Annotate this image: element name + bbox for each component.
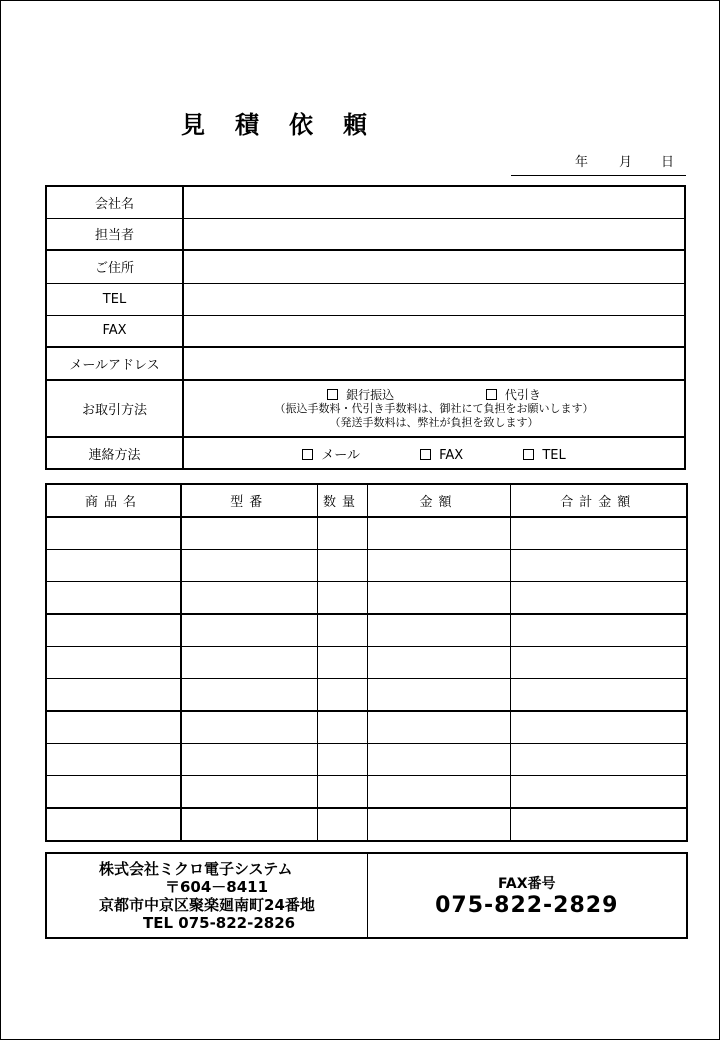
fax-label: FAX番号 xyxy=(497,876,556,892)
date-line xyxy=(511,151,686,176)
date-year: 年 xyxy=(575,155,589,170)
header-amount: 金額 xyxy=(367,484,510,517)
header-model: 型番 xyxy=(181,484,317,517)
cell[interactable] xyxy=(46,550,181,582)
fax-block xyxy=(367,853,687,938)
title-char: 見 xyxy=(181,111,205,139)
cell[interactable] xyxy=(46,582,181,615)
cell[interactable] xyxy=(367,808,510,841)
cell[interactable] xyxy=(181,711,317,744)
table-row xyxy=(46,808,687,841)
field-payment xyxy=(183,380,685,437)
company-tel: TEL 075-822-2826 xyxy=(143,913,296,932)
cell[interactable] xyxy=(367,679,510,712)
cell[interactable] xyxy=(181,647,317,679)
field-fax[interactable] xyxy=(183,315,685,347)
contact-tel-option[interactable] xyxy=(523,448,565,463)
cell[interactable] xyxy=(46,647,181,679)
cell[interactable] xyxy=(317,647,367,679)
company-block xyxy=(46,853,367,938)
cell[interactable] xyxy=(46,744,181,776)
cell[interactable] xyxy=(510,711,687,744)
table-row xyxy=(46,679,687,712)
cell[interactable] xyxy=(181,776,317,809)
cell[interactable] xyxy=(510,614,687,647)
table-row xyxy=(46,711,687,744)
cell[interactable] xyxy=(317,776,367,809)
cell[interactable] xyxy=(181,582,317,615)
cell[interactable] xyxy=(181,808,317,841)
cell[interactable] xyxy=(46,517,181,550)
cell[interactable] xyxy=(510,679,687,712)
field-tel[interactable] xyxy=(183,283,685,315)
cell[interactable] xyxy=(510,582,687,615)
customer-info-table xyxy=(45,185,686,470)
label-company: 会社名 xyxy=(46,186,183,218)
cell[interactable] xyxy=(46,776,181,809)
label-tel: TEL xyxy=(46,283,183,315)
cell[interactable] xyxy=(181,550,317,582)
payment-note-2: （発送手数料は、弊社が負担を致します） xyxy=(329,415,539,429)
company-postal: 〒604－8411 xyxy=(165,877,269,896)
contact-fax-label: FAX xyxy=(439,447,464,463)
label-contact: 連絡方法 xyxy=(46,437,183,469)
field-address[interactable] xyxy=(183,250,685,283)
company-name: 株式会社ミクロ電子システム xyxy=(99,859,293,878)
checkbox-icon[interactable] xyxy=(327,389,338,400)
checkbox-icon[interactable] xyxy=(523,449,534,460)
fax-number: 075-822-2829 xyxy=(435,893,619,918)
checkbox-icon[interactable] xyxy=(302,449,313,460)
header-product: 商品名 xyxy=(46,484,181,517)
table-row xyxy=(46,517,687,550)
cell[interactable] xyxy=(46,679,181,712)
cell[interactable] xyxy=(510,744,687,776)
cell[interactable] xyxy=(317,582,367,615)
field-email[interactable] xyxy=(183,347,685,380)
header-quantity: 数量 xyxy=(317,484,367,517)
payment-cod-option[interactable] xyxy=(486,388,541,402)
cell[interactable] xyxy=(510,776,687,809)
contact-mail-label: メール xyxy=(321,447,360,463)
cell[interactable] xyxy=(317,517,367,550)
payment-bank-label: 銀行振込 xyxy=(346,387,395,402)
date-day: 日 xyxy=(661,155,675,170)
field-person[interactable] xyxy=(183,218,685,250)
field-contact xyxy=(183,437,685,469)
checkbox-icon[interactable] xyxy=(420,449,431,460)
cell[interactable] xyxy=(367,744,510,776)
cell[interactable] xyxy=(510,550,687,582)
payment-bank-option[interactable] xyxy=(327,388,394,402)
cell[interactable] xyxy=(181,614,317,647)
cell[interactable] xyxy=(317,679,367,712)
contact-fax-option[interactable] xyxy=(420,448,463,463)
cell[interactable] xyxy=(46,711,181,744)
cell[interactable] xyxy=(317,614,367,647)
cell[interactable] xyxy=(367,550,510,582)
payment-note-1: （振込手数料・代引き手数料は、御社にて負担をお願いします） xyxy=(274,401,594,415)
cell[interactable] xyxy=(367,517,510,550)
header-total: 合計金額 xyxy=(510,484,687,517)
cell[interactable] xyxy=(317,744,367,776)
page-title xyxy=(181,105,397,140)
cell[interactable] xyxy=(510,647,687,679)
cell[interactable] xyxy=(317,808,367,841)
cell[interactable] xyxy=(367,711,510,744)
table-row xyxy=(46,647,687,679)
cell[interactable] xyxy=(181,679,317,712)
label-person: 担当者 xyxy=(46,218,183,250)
cell[interactable] xyxy=(367,582,510,615)
cell[interactable] xyxy=(181,744,317,776)
title-char: 頼 xyxy=(343,111,367,139)
payment-cod-label: 代引き xyxy=(504,387,541,402)
cell[interactable] xyxy=(317,550,367,582)
date-month: 月 xyxy=(619,155,633,170)
cell[interactable] xyxy=(46,614,181,647)
label-fax: FAX xyxy=(46,315,183,347)
table-row xyxy=(46,582,687,615)
cell[interactable] xyxy=(367,647,510,679)
title-char: 依 xyxy=(289,111,313,139)
table-row xyxy=(46,776,687,809)
cell[interactable] xyxy=(317,711,367,744)
cell[interactable] xyxy=(367,776,510,809)
table-row xyxy=(46,550,687,582)
contact-tel-label: TEL xyxy=(542,447,566,463)
label-email: メールアドレス xyxy=(46,347,183,380)
label-address: ご住所 xyxy=(46,250,183,283)
cell[interactable] xyxy=(367,614,510,647)
cell[interactable] xyxy=(510,517,687,550)
table-row xyxy=(46,744,687,776)
footer-table xyxy=(45,852,688,939)
field-company[interactable] xyxy=(183,186,685,218)
label-payment: お取引方法 xyxy=(46,380,183,437)
items-table xyxy=(45,483,688,842)
table-row xyxy=(46,614,687,647)
checkbox-icon[interactable] xyxy=(486,389,497,400)
company-address: 京都市中京区聚楽廻南町24番地 xyxy=(99,895,315,914)
contact-mail-option[interactable] xyxy=(302,444,360,463)
cell[interactable] xyxy=(510,808,687,841)
cell[interactable] xyxy=(46,808,181,841)
title-char: 積 xyxy=(235,111,259,139)
cell[interactable] xyxy=(181,517,317,550)
